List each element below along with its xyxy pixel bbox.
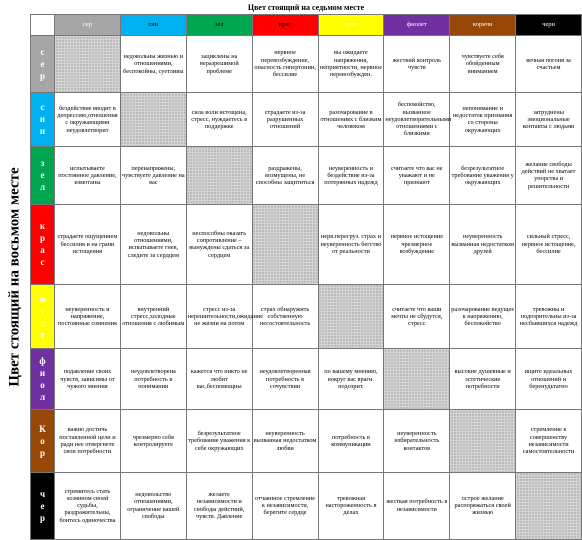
table-cell: неудовлетворена потребность в понимании bbox=[120, 349, 186, 410]
table-cell: потребность в коммуникации bbox=[318, 410, 384, 472]
table-row bbox=[31, 93, 582, 147]
diagonal-cell bbox=[450, 410, 516, 472]
column-header-6: коричн bbox=[450, 15, 516, 36]
table-cell: затруднены эмоциональные контакты с людьми bbox=[516, 93, 582, 147]
column-header-4: желт bbox=[318, 15, 384, 36]
table-cell: разочарование ведущее к напряжению, беспокойство bbox=[450, 284, 516, 348]
table-cell: желаете независимости и свободы действий, чувств. Давление bbox=[186, 472, 252, 539]
matrix-body bbox=[31, 36, 582, 540]
table-cell: непонимание и недостаток признания со стороны окружающих bbox=[450, 93, 516, 147]
table-cell: недовольны отношениями, испытываете гнев, следите за сердцем bbox=[120, 205, 186, 285]
row-header-label: ф и о л bbox=[39, 356, 46, 403]
table-cell: жесткая потребность в независимости bbox=[384, 472, 450, 539]
column-header-row bbox=[31, 15, 582, 36]
table-row bbox=[31, 349, 582, 410]
diagonal-cell bbox=[120, 93, 186, 147]
column-header-5: фиолет bbox=[384, 15, 450, 36]
row-header-label: ч е р bbox=[39, 488, 46, 523]
table-cell: вечная погоня за счастьем bbox=[516, 36, 582, 93]
side-title: Цвет стоящий на восьмом месте bbox=[6, 167, 23, 387]
column-header-7: черн bbox=[516, 15, 582, 36]
table-cell: неуверенность и напряжение, постоянные сомнения bbox=[55, 284, 121, 348]
table-cell: недовольны жизнью и отношениями, беспокойны, суетливы bbox=[120, 36, 186, 93]
corner-cell bbox=[31, 15, 55, 36]
table-cell: считаете что вас не уважают и не признают bbox=[384, 146, 450, 204]
table-cell: неуверенность вызванная недостатком друзей bbox=[450, 205, 516, 285]
table-row bbox=[31, 36, 582, 93]
side-title-panel bbox=[0, 14, 31, 540]
table-row bbox=[31, 472, 582, 539]
table-cell: разочарование в отношениях с близким человеком bbox=[318, 93, 384, 147]
table-row bbox=[31, 410, 582, 472]
column-header-0: сер bbox=[55, 15, 121, 36]
table-cell: бездействие вводит в депрессию,отношения с окружающими неудовлетворит bbox=[55, 93, 121, 147]
table-cell: неуверенность и бездействие из-за потерянных надежд bbox=[318, 146, 384, 204]
table-cell: стремитесь стать хозяином своей судьбы, раздражительны, боитесь одиночества bbox=[55, 472, 121, 539]
table-cell: отчаянное стремление к независимости, берегите сердце bbox=[252, 472, 318, 539]
diagonal-cell bbox=[516, 472, 582, 539]
top-title: Цвет стоящий на седьмом месте bbox=[30, 0, 582, 15]
table-cell: испытываете постоянное давление, измотаны bbox=[55, 146, 121, 204]
table-cell: сила воли истощена, стресс, нуждаетесь в поддержке bbox=[186, 93, 252, 147]
diagonal-cell bbox=[186, 146, 252, 204]
table-cell: страдаете из-за разрушенных отношений bbox=[252, 93, 318, 147]
table-cell: желание свободы действий не хватает упорства и решительности bbox=[516, 146, 582, 204]
column-header-3: крас bbox=[252, 15, 318, 36]
table-cell: страх обнаружить собственную несостоятельность bbox=[252, 284, 318, 348]
table-cell: неуверенность вызванная недостатком любви bbox=[252, 410, 318, 472]
table-cell: неудовлетворенная потребность в сочувствии bbox=[252, 349, 318, 410]
row-header-4 bbox=[31, 284, 55, 348]
table-cell: беспокойство, вызванное неудовлетворительными отношениями с близкими bbox=[384, 93, 450, 147]
row-header-0 bbox=[31, 36, 55, 93]
table-cell: чрезмерно себя контролируете bbox=[120, 410, 186, 472]
row-header-5 bbox=[31, 349, 55, 410]
table-cell: нерв.перегруз. страх и неуверенность бегство от реальности bbox=[318, 205, 384, 285]
row-header-label: К о р bbox=[39, 423, 46, 458]
table-cell: высокие душевные и эстетические потребности bbox=[450, 349, 516, 410]
table-cell: по вашему мнению, вокруг вас враги. подозрит. bbox=[318, 349, 384, 410]
table-cell: вы ожидаете напряжения, неприятности, нервное перевозбужден. bbox=[318, 36, 384, 93]
table-cell: неуверенность избирательность контактов bbox=[384, 410, 450, 472]
table-cell: безрезультатное требование уважения у окружающих bbox=[450, 146, 516, 204]
table-cell: тревожны и подозрительны из-за несбывшихся надежд bbox=[516, 284, 582, 348]
table-row bbox=[31, 146, 582, 204]
table-cell: нервное перевозбуждение, опасность гипертонии, бессилие bbox=[252, 36, 318, 93]
row-header-label: к р а с bbox=[39, 221, 46, 268]
row-header-label: с и н bbox=[39, 102, 46, 137]
diagonal-cell bbox=[55, 36, 121, 93]
table-cell: считаете что ваши мечты не сбудутся, стресс bbox=[384, 284, 450, 348]
table-cell: неспособны оказать сопротивление – вынуждены сдаться за сердцем bbox=[186, 205, 252, 285]
row-header-label: з е л bbox=[39, 158, 46, 193]
table-cell: чувствуете себя обойденным вниманием bbox=[450, 36, 516, 93]
table-cell: стремление к совершенству независимости самостоятельности bbox=[516, 410, 582, 472]
color-matrix-table bbox=[30, 14, 582, 540]
row-header-label: с е р bbox=[39, 47, 45, 82]
table-cell: безрезультатное требование уважения к себе окружающих bbox=[186, 410, 252, 472]
table-cell: нервное истощение чрезмерное возбуждение bbox=[384, 205, 450, 285]
column-header-2: зел bbox=[186, 15, 252, 36]
table-cell: ищите идеальных отношений и беренудьтатно bbox=[516, 349, 582, 410]
table-row bbox=[31, 205, 582, 285]
table-cell: жесткий контроль чувств bbox=[384, 36, 450, 93]
table-cell: недовольство отношениями, ограничение вашей свободы bbox=[120, 472, 186, 539]
table-cell: кажется что никто не любит вас,беспомощны bbox=[186, 349, 252, 410]
diagonal-cell bbox=[318, 284, 384, 348]
table-cell: внутренний стресс,холодные отношения с любимым bbox=[120, 284, 186, 348]
table-cell: подавление своих чувств, зависимы от чужого мнения bbox=[55, 349, 121, 410]
table-cell: стресс из-за нерешительности,ожидание не жизни на потом bbox=[186, 284, 252, 348]
row-header-6 bbox=[31, 410, 55, 472]
table-row bbox=[31, 284, 582, 348]
table-cell: сильный стресс, нервное истощение, бессилие bbox=[516, 205, 582, 285]
table-cell: страдаете ощущением бессилия и на грани истощения bbox=[55, 205, 121, 285]
table-cell: перенапряжены, чувствуете давление на вас bbox=[120, 146, 186, 204]
row-header-label: ж е л т bbox=[39, 293, 46, 340]
diagonal-cell bbox=[252, 205, 318, 285]
row-header-1 bbox=[31, 93, 55, 147]
table-cell: важно достичь поставленной цели и ради нее отвергнете свои потребности bbox=[55, 410, 121, 472]
column-header-1: син bbox=[120, 15, 186, 36]
table-cell: тревожная настороженность в делах bbox=[318, 472, 384, 539]
row-header-2 bbox=[31, 146, 55, 204]
table-cell: раздражены, возмущены, не способны защититься bbox=[252, 146, 318, 204]
diagonal-cell bbox=[384, 349, 450, 410]
table-cell: острое желание распоряжаться своей жизнью bbox=[450, 472, 516, 539]
row-header-3 bbox=[31, 205, 55, 285]
row-header-7 bbox=[31, 472, 55, 539]
table-cell: зациклены на неразрешимой проблеме bbox=[186, 36, 252, 93]
